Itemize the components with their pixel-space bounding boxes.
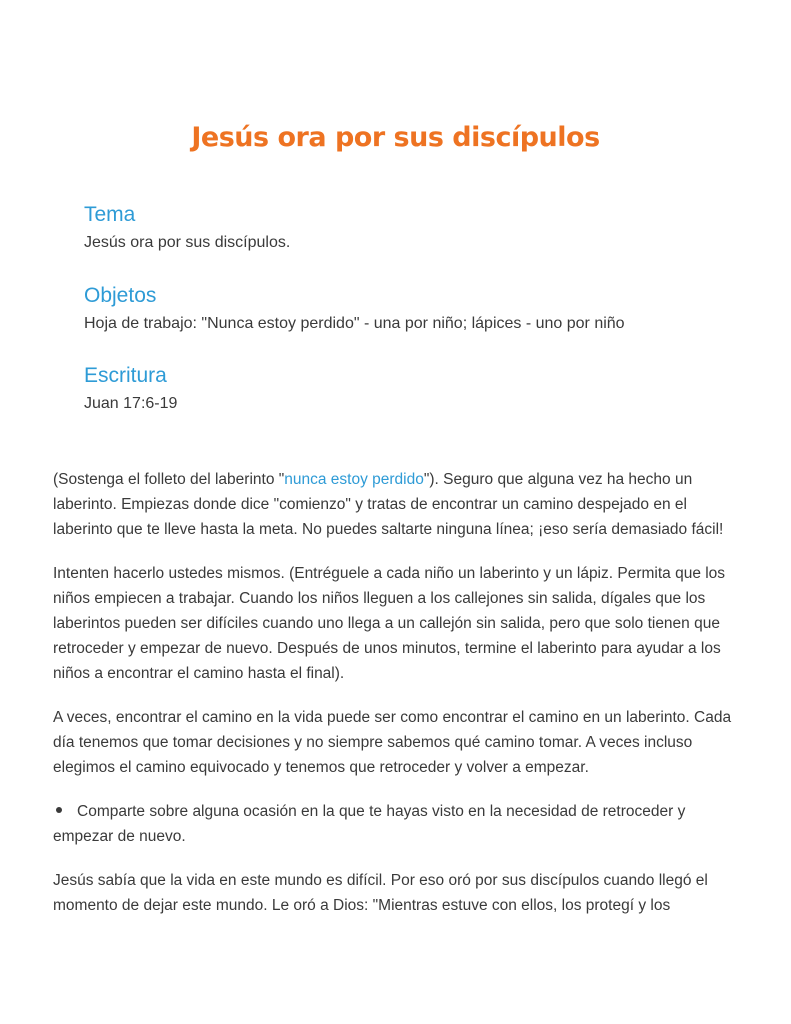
- section-tema: [84, 201, 744, 255]
- section-heading-tema: Tema: [84, 203, 136, 226]
- page-title: Jesús ora por sus discípulos: [191, 122, 600, 154]
- paragraph-1: [53, 467, 743, 542]
- worksheet-link[interactable]: nunca estoy perdido: [284, 471, 424, 488]
- list-item-text: Comparte sobre alguna ocasión en la que te hayas visto en la necesidad de retroceder y empezar de nuevo.: [53, 803, 686, 845]
- paragraph-4: Jesús sabía que la vida en este mundo es difícil. Por eso oró por sus discípulos cuando llegó el momento de dejar este mundo. Le oró a Dios: "Mientras estuve con ellos, los protegí y los: [53, 872, 708, 914]
- lesson-body: [53, 467, 743, 937]
- section-escritura: [84, 362, 744, 416]
- section-body-escritura: Juan 17:6-19: [84, 395, 178, 412]
- section-heading-escritura: Escritura: [84, 364, 167, 387]
- paragraph-3: A veces, encontrar el camino en la vida puede ser como encontrar el camino en un laberinto. Cada día tenemos que tomar decisiones y no siempre sabemos qué camino tomar. A veces incluso elegimos el camino equivocado y tenemos que retroceder y volver a empezar.: [53, 709, 732, 776]
- section-body-objetos: Hoja de trabajo: "Nunca estoy perdido" - una por niño; lápices - uno por niño: [84, 315, 625, 332]
- paragraph-1-text-end: "). Seguro que alguna vez ha hecho un laberinto. Empiezas donde dice "comienzo" y tratas de encontrar un camino despejado en el laberinto que te lleve hasta la meta. No puedes saltarte ninguna línea; ¡eso sería demasiado fácil!: [53, 471, 724, 538]
- section-heading-objetos: Objetos: [84, 284, 157, 307]
- bullet-icon: [56, 807, 62, 813]
- section-objetos: [84, 282, 744, 336]
- paragraph-1-text-start: (Sostenga el folleto del laberinto ": [53, 471, 285, 488]
- section-body-tema: Jesús ora por sus discípulos.: [84, 234, 291, 251]
- list-item: [53, 799, 743, 849]
- paragraph-2: Intenten hacerlo ustedes mismos. (Entréguele a cada niño un laberinto y un lápiz. Permita que los niños empiecen a trabajar. Cuando los niños lleguen a los callejones sin salida, dígales que los laberintos pueden ser difíciles cuando uno llega a un callejón sin salida, pero que solo tienen que retroceder y empezar de nuevo. Después de unos minutos, termine el laberinto para ayudar a los niños a encontrar el camino hasta el final).: [53, 565, 726, 682]
